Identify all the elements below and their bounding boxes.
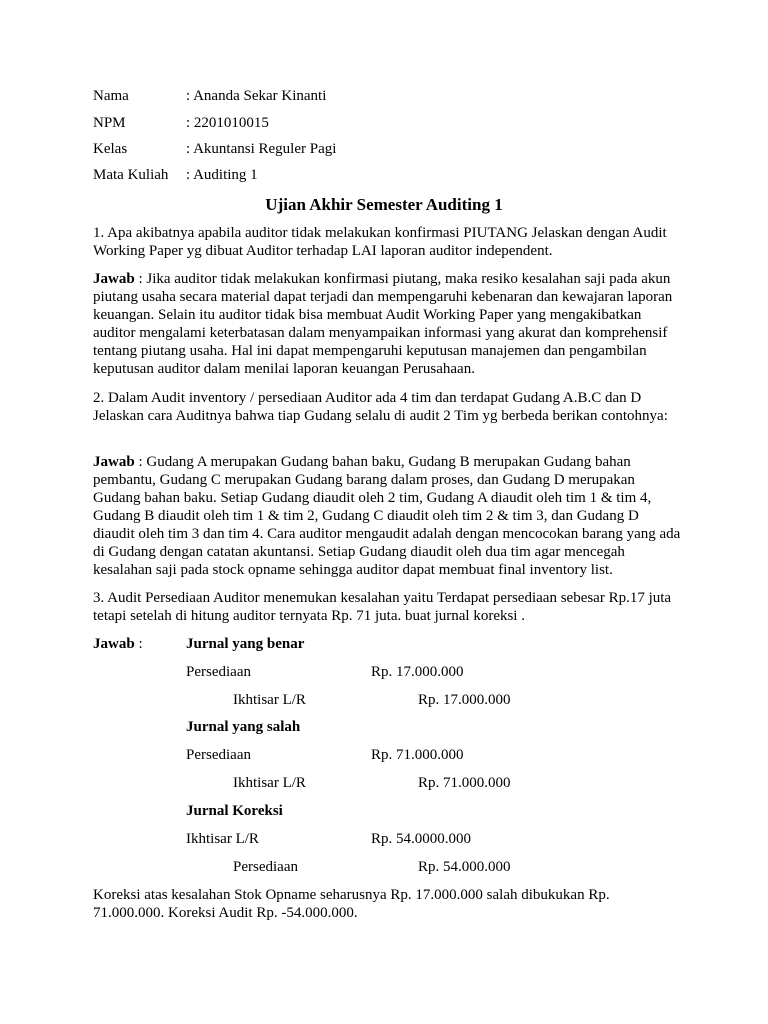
identity-value: : Akuntansi Reguler Pagi bbox=[186, 141, 337, 157]
journal-credit-amount: Rp. 54.000.000 bbox=[418, 859, 511, 875]
journal-debit-amount: Rp. 54.0000.000 bbox=[371, 831, 472, 847]
answer-text: : Jika auditor tidak melakukan konfirmasi piutang, maka resiko kesalahan saji pada akun piutang usaha secara material dapat terjadi dan mempengaruhi kebenaran dan kewajaran laporan keuangan. Selain itu auditor tidak bisa membuat Audit Working Paper yang mengakibatkan auditor mengalami keterbatasan dalam menyampaikan informasi yang akurat dan komprehensif tentang piutang usaha. Hal ini dapat mempengaruhi keputusan manajemen dan pengambilan keputusan auditor dalam menilai laporan keuangan Perusahaan. bbox=[93, 271, 673, 377]
answer-1 bbox=[93, 270, 683, 378]
answer-2 bbox=[93, 453, 683, 579]
journal-debit-account: Ikhtisar L/R bbox=[186, 831, 259, 847]
journal-debit-account: Persediaan bbox=[186, 664, 251, 680]
journal-credit-account: Ikhtisar L/R bbox=[233, 775, 306, 791]
journal-credit-account: Ikhtisar L/R bbox=[233, 692, 306, 708]
answer-label: Jawab bbox=[93, 271, 135, 287]
journal-heading: Jurnal yang salah bbox=[186, 719, 301, 735]
journal-heading: Jurnal Koreksi bbox=[186, 803, 283, 819]
identity-label: Nama bbox=[93, 88, 129, 104]
conclusion: Koreksi atas kesalahan Stok Opname seharusnya Rp. 17.000.000 salah dibukukan Rp. 71.000.000. Koreksi Audit Rp. -54.000.000. bbox=[93, 887, 610, 921]
answer-label: Jawab bbox=[93, 454, 135, 470]
identity-label: NPM bbox=[93, 115, 126, 131]
journal-credit-account: Persediaan bbox=[233, 859, 298, 875]
identity-value: : Auditing 1 bbox=[186, 167, 258, 183]
journal-debit-amount: Rp. 17.000.000 bbox=[371, 664, 464, 680]
question-2: 2. Dalam Audit inventory / persediaan Auditor ada 4 tim dan terdapat Gudang A.B.C dan D Jelaskan cara Auditnya bahwa tiap Gudang selalu di audit 2 Tim yg berbeda berikan contohnya: bbox=[93, 390, 668, 424]
question-1: 1. Apa akibatnya apabila auditor tidak melakukan konfirmasi PIUTANG Jelaskan dengan Audit Working Paper yg dibuat Auditor terhadap LAI laporan auditor independent. bbox=[93, 225, 667, 259]
journal-debit-amount: Rp. 71.000.000 bbox=[371, 747, 464, 763]
journal-debit-account: Persediaan bbox=[186, 747, 251, 763]
question-3: 3. Audit Persediaan Auditor menemukan kesalahan yaitu Terdapat persediaan sebesar Rp.17 juta tetapi setelah di hitung auditor ternyata Rp. 71 juta. buat jurnal koreksi . bbox=[93, 590, 672, 624]
answer-3-label: Jawab : bbox=[93, 636, 143, 652]
journal-credit-amount: Rp. 17.000.000 bbox=[418, 692, 511, 708]
document-title: Ujian Akhir Semester Auditing 1 bbox=[265, 195, 503, 214]
identity-label: Kelas bbox=[93, 141, 128, 157]
identity-value: : Ananda Sekar Kinanti bbox=[186, 88, 327, 104]
journal-credit-amount: Rp. 71.000.000 bbox=[418, 775, 511, 791]
identity-value: : 2201010015 bbox=[186, 115, 269, 131]
answer-text: : Gudang A merupakan Gudang bahan baku, Gudang B merupakan Gudang bahan pembantu, Gudang C merupakan Gudang barang dalam proses, dan Gudang D merupakan Gudang bahan baku. Setiap Gudang diaudit oleh 2 tim, Gudang A diaudit oleh tim 1 & tim 4, Gudang B diaudit oleh tim 1 & tim 2, Gudang C diaudit oleh tim 2 & tim 3, dan Gudang D diaudit oleh tim 3 dan tim 4. Cara auditor mengaudit adalah dengan mencocokan barang yang ada di Gudang dengan catatan akuntansi. Setiap Gudang diaudit oleh dua tim agar mencegah kesalahan saji pada stock opname sehingga auditor dapat membuat final inventory list. bbox=[93, 454, 681, 578]
identity-label: Mata Kuliah bbox=[93, 167, 169, 183]
journal-heading: Jurnal yang benar bbox=[186, 636, 305, 652]
